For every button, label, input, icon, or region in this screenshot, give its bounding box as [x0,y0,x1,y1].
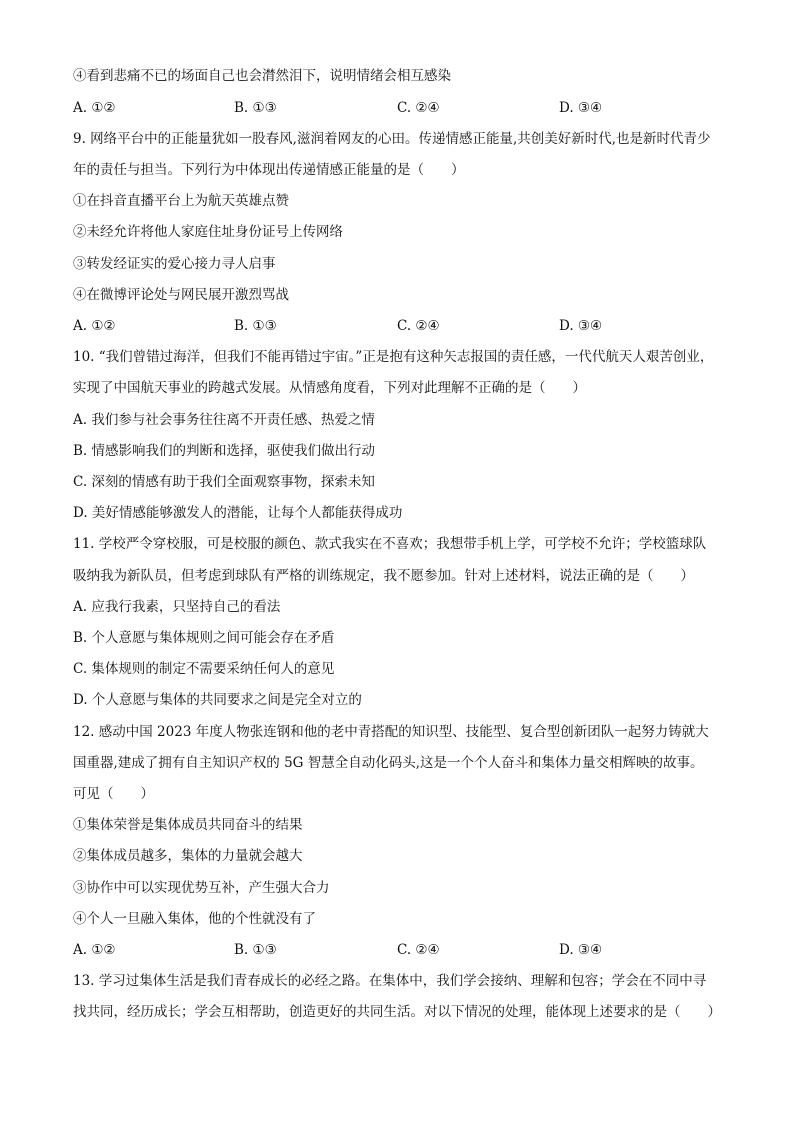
q9-option-d: D. ③④ [559,318,603,334]
q9-stem-line-2: 年的责任与担当。下列行为中体现出传递情感正能量的是（ ） [73,162,465,178]
q12-stem-line-1: 12. 感动中国 2023 年度人物张连钢和他的老中青搭配的知识型、技能型、复合型创新团队一起努力铸就大 [73,724,709,740]
q12-item-3: ③协作中可以实现优势互补，产生强大合力 [73,880,330,896]
q9-option-a: A. ①② [73,318,116,334]
q13-stem-line-2: 找共同，经历成长；学会互相帮助，创造更好的共同生活。对以下情况的处理，能体现上述要求的是（ ） [73,1004,721,1020]
q12-item-1: ①集体荣誉是集体成员共同奋斗的结果 [73,817,303,833]
q9-item-3: ③转发经证实的爱心接力寻人启事 [73,256,276,272]
q9-item-1: ①在抖音直播平台上为航天英雄点赞 [73,193,289,209]
q13-stem-line-1: 13. 学习过集体生活是我们青春成长的必经之路。在集体中，我们学会接纳、理解和包容；学会在不同中寻 [73,973,707,989]
q12-option-a: A. ①② [73,942,116,958]
q10-stem-line-1: 10. “我们曾错过海洋，但我们不能再错过宇宙。”正是抱有这种矢志报国的责任感，一代代航天人艰苦创业， [73,349,714,365]
q10-option-d: D. 美好情感能够激发人的潜能，让每个人都能获得成功 [73,505,403,521]
q12-stem-line-3: 可见（ ） [73,786,154,802]
q8-option-c: C. ②④ [397,100,440,116]
q9-item-2: ②未经允许将他人家庭住址身份证号上传网络 [73,224,343,240]
q8-option-a: A. ①② [73,100,116,116]
q9-option-c: C. ②④ [397,318,440,334]
q9-item-4: ④在微博评论处与网民展开激烈骂战 [73,287,289,303]
q11-option-a: A. 应我行我素，只坚持自己的看法 [73,599,281,615]
q12-stem-line-2: 国重器,建成了拥有自主知识产权的 5G 智慧全自动化码头,这是一个个人奋斗和集体力量交相辉映的故事。 [73,755,704,771]
q12-options [73,940,733,960]
q8-item-4: ④看到悲痛不已的场面自己也会潸然泪下，说明情绪会相互感染 [73,68,451,84]
q9-options [73,316,733,336]
q12-option-b: B. ①③ [234,942,277,958]
q10-stem-line-2: 实现了中国航天事业的跨越式发展。从情感角度看，下列对此理解不正确的是（ ） [73,380,586,396]
q8-options [73,98,733,118]
q11-option-d: D. 个人意愿与集体的共同要求之间是完全对立的 [73,692,362,708]
q12-item-2: ②集体成员越多，集体的力量就会越大 [73,848,303,864]
q9-stem-line-1: 9. 网络平台中的正能量犹如一股春风,滋润着网友的心田。传递情感正能量,共创美好新时代,也是新时代青少 [73,131,711,147]
q8-option-b: B. ①③ [234,100,277,116]
q10-option-b: B. 情感影响我们的判断和选择，驱使我们做出行动 [73,443,376,459]
q11-option-c: C. 集体规则的制定不需要采纳任何人的意见 [73,661,335,677]
q8-option-d: D. ③④ [559,100,603,116]
q10-option-a: A. 我们参与社会事务往往离不开责任感、热爱之情 [73,412,375,428]
q11-stem-line-2: 吸纳我为新队员，但考虑到球队有严格的训练规定，我不愿参加。针对上述材料，说法正确的是（ ） [73,568,694,584]
q12-option-c: C. ②④ [397,942,440,958]
q11-stem-line-1: 11. 学校严令穿校服，可是校服的颜色、款式我实在不喜欢；我想带手机上学，可学校不允许；学校篮球队 [73,536,707,552]
q10-option-c: C. 深刻的情感有助于我们全面观察事物，探索未知 [73,474,375,490]
q11-option-b: B. 个人意愿与集体规则之间可能会存在矛盾 [73,630,335,646]
q12-item-4: ④个人一旦融入集体，他的个性就没有了 [73,911,316,927]
q9-option-b: B. ①③ [234,318,277,334]
q12-option-d: D. ③④ [559,942,603,958]
